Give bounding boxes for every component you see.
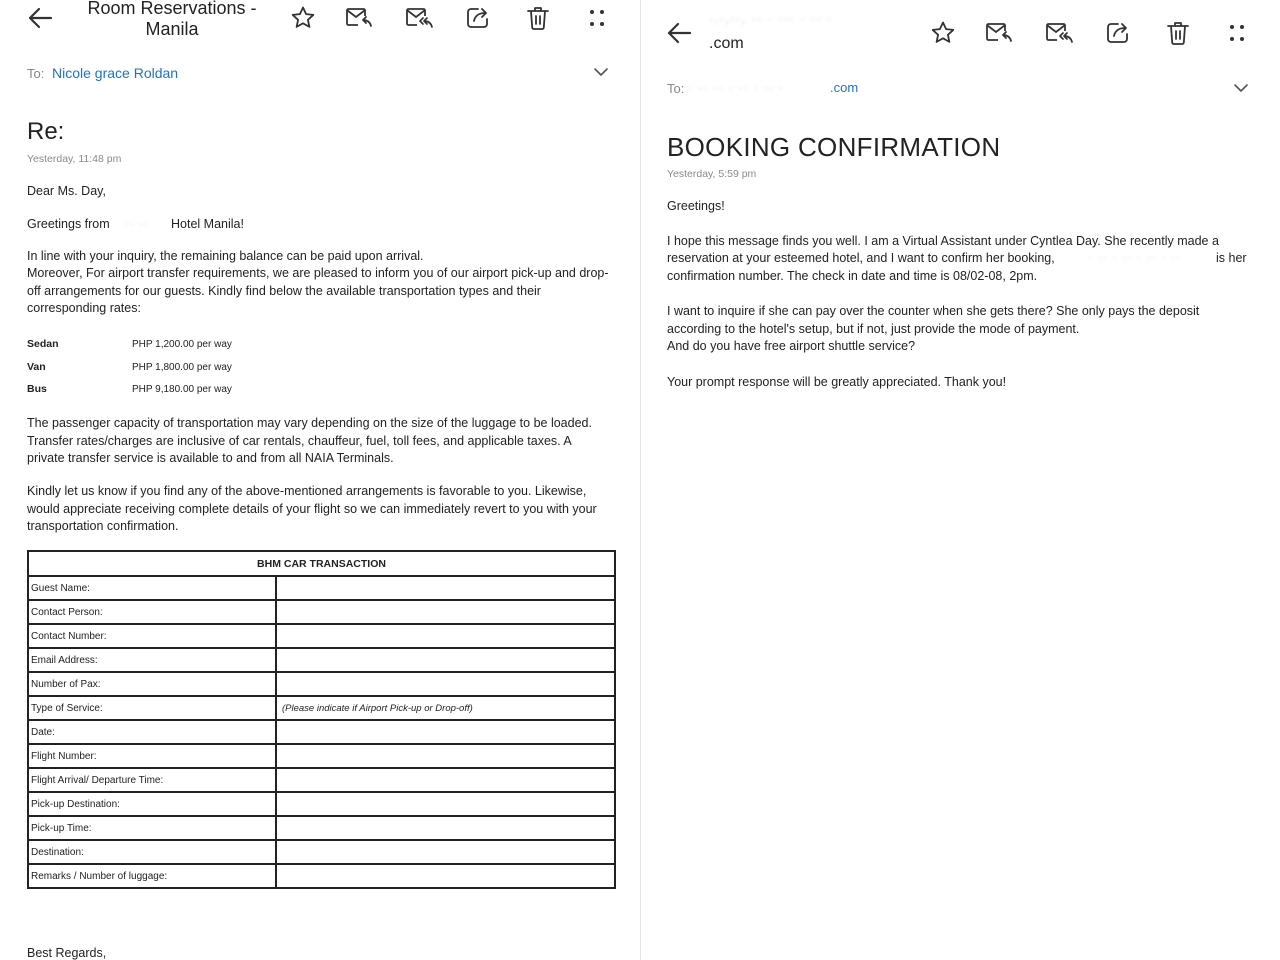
row-value: [276, 768, 615, 792]
reply-icon[interactable]: [345, 6, 373, 30]
email-timestamp: Yesterday, 5:59 pm: [667, 168, 757, 180]
table-row: [28, 576, 615, 600]
row-value: [276, 744, 615, 768]
row-label: Pick-up Time:: [28, 816, 276, 840]
table-row: [28, 816, 615, 840]
email-subject: [60, 0, 284, 40]
paragraph-2-line-3: And do you have free airport shuttle service?: [667, 339, 916, 353]
paragraph-1-line-1: I hope this message finds you well. I am a Virtual Assistant under Cyntlea Day. She recently made a: [667, 234, 1219, 248]
recipient-domain[interactable]: .com: [830, 80, 859, 95]
redacted-booking-number: · ·· · ·· · ·· · ··: [1088, 251, 1182, 265]
paragraph-3: Your prompt response will be greatly appreciated. Thank you!: [667, 375, 1007, 389]
reply-all-icon[interactable]: [404, 6, 434, 30]
rate-type: Van: [27, 361, 46, 373]
table-row: [28, 768, 615, 792]
greeting: Greetings!: [667, 199, 725, 213]
back-arrow-icon[interactable]: [666, 21, 692, 45]
paragraph-2-line-1: I want to inquire if she can pay over the counter when she gets there? She only pays the deposit: [667, 304, 1200, 318]
table-row: [28, 648, 615, 672]
row-value: [276, 792, 615, 816]
row-label: Destination:: [28, 840, 276, 864]
to-label: To:: [667, 81, 685, 96]
signoff: Best Regards,: [27, 946, 107, 960]
row-label: Email Address:: [28, 648, 276, 672]
email-title: BOOKING CONFIRMATION: [667, 132, 1001, 162]
reply-icon[interactable]: [985, 21, 1013, 45]
to-label: To:: [27, 66, 45, 81]
car-transaction-table: [27, 550, 616, 889]
forward-icon[interactable]: [1105, 20, 1131, 46]
reply-all-icon[interactable]: [1044, 21, 1074, 45]
row-value: [276, 816, 615, 840]
trash-icon[interactable]: [526, 5, 550, 31]
trash-icon[interactable]: [1166, 20, 1190, 46]
table-row: [28, 672, 615, 696]
redacted-hotel-name: ·· ··: [124, 217, 150, 231]
row-value: [276, 720, 615, 744]
table-row: [28, 720, 615, 744]
row-value: (Please indicate if Airport Pick-up or Drop-off): [276, 696, 615, 720]
row-value: [276, 648, 615, 672]
table-title: BHM CAR TRANSACTION: [28, 551, 615, 576]
email-subject-line1: Room Reservations -: [87, 0, 257, 18]
rate-type: Sedan: [27, 338, 59, 350]
recipient-name[interactable]: Nicole grace Roldan: [52, 65, 179, 81]
row-label: Number of Pax:: [28, 672, 276, 696]
more-icon[interactable]: [1228, 23, 1246, 43]
email-subject-line2: Manila: [145, 19, 199, 39]
paragraph-1-line-2-end: is her: [1216, 251, 1247, 265]
row-label: Flight Arrival/ Departure Time:: [28, 768, 276, 792]
table-row: [28, 840, 615, 864]
row-label: Remarks / Number of luggage:: [28, 864, 276, 888]
rate-type: Bus: [27, 383, 47, 395]
row-label: Flight Number:: [28, 744, 276, 768]
row-label: Type of Service:: [28, 696, 276, 720]
row-value: [276, 600, 615, 624]
table-row: [28, 744, 615, 768]
paragraph-1: In line with your inquiry, the remaining balance can be paid upon arrival.: [27, 249, 424, 263]
row-label: Pick-up Destination:: [28, 792, 276, 816]
back-arrow-icon[interactable]: [27, 6, 53, 30]
email-title: Re:: [27, 118, 65, 145]
greeting-end: Hotel Manila!: [171, 217, 244, 231]
redacted-sender-address: ·.·,··, ·· · ··· · ·· ·: [709, 10, 833, 26]
greeting-start: Greetings from: [27, 217, 110, 231]
paragraph-1-line-3: confirmation number. The check in date and time is 08/02-08, 2pm.: [667, 269, 1038, 283]
paragraph-2: Moreover, For airport transfer requirements, we are pleased to inform you of our airport pick-up and drop-off arrangements for our guests. Kindly find below the available transportation types and their corresponding rates:: [27, 266, 609, 316]
row-label: Contact Person:: [28, 600, 276, 624]
row-value: [276, 672, 615, 696]
paragraph-1-line-2: reservation at your esteemed hotel, and I want to confirm her booking,: [667, 251, 1055, 265]
paragraph-4: Kindly let us know if you find any of the above-mentioned arrangements is favorable to you. Likewise, would appreciate receiving complete details of your flight so we can immediately revert to you with your transportation confirmation.: [27, 484, 597, 534]
rate-price: PHP 1,200.00 per way: [132, 339, 232, 350]
rate-price: PHP 1,800.00 per way: [132, 362, 232, 373]
sender-domain: .com: [709, 35, 744, 52]
row-label: Guest Name:: [28, 576, 276, 600]
star-icon[interactable]: [930, 20, 956, 46]
email-pane-right: [641, 0, 1280, 960]
row-value: [276, 576, 615, 600]
more-icon[interactable]: [588, 8, 606, 28]
table-row: [28, 792, 615, 816]
redacted-recipient-address: · ·· ·· · ·· · ·· ·: [688, 80, 785, 95]
table-row: [28, 864, 615, 888]
table-row: [28, 624, 615, 648]
chevron-down-icon[interactable]: [593, 66, 609, 78]
table-row: [28, 696, 615, 720]
paragraph-3: The passenger capacity of transportation may vary depending on the size of the luggage to be loaded. Transfer rates/charges are inclusive of car rentals, chauffeur, fuel, toll fees, and applicable taxes. A private transfer service is available to and from all NAIA Terminals.: [27, 416, 592, 466]
email-timestamp: Yesterday, 11:48 pm: [27, 153, 122, 165]
row-label: Contact Number:: [28, 624, 276, 648]
forward-icon[interactable]: [465, 5, 491, 31]
paragraph-2-line-2: according to the hotel's setup, but if not, just provide the mode of payment.: [667, 322, 1080, 336]
rate-price: PHP 9,180.00 per way: [132, 384, 232, 395]
star-icon[interactable]: [290, 5, 316, 31]
table-header-row: [28, 551, 615, 576]
row-value: [276, 840, 615, 864]
table-row: [28, 600, 615, 624]
chevron-down-icon[interactable]: [1233, 82, 1249, 94]
salutation: Dear Ms. Day,: [27, 184, 106, 198]
row-label: Date:: [28, 720, 276, 744]
row-value: [276, 864, 615, 888]
row-value: [276, 624, 615, 648]
